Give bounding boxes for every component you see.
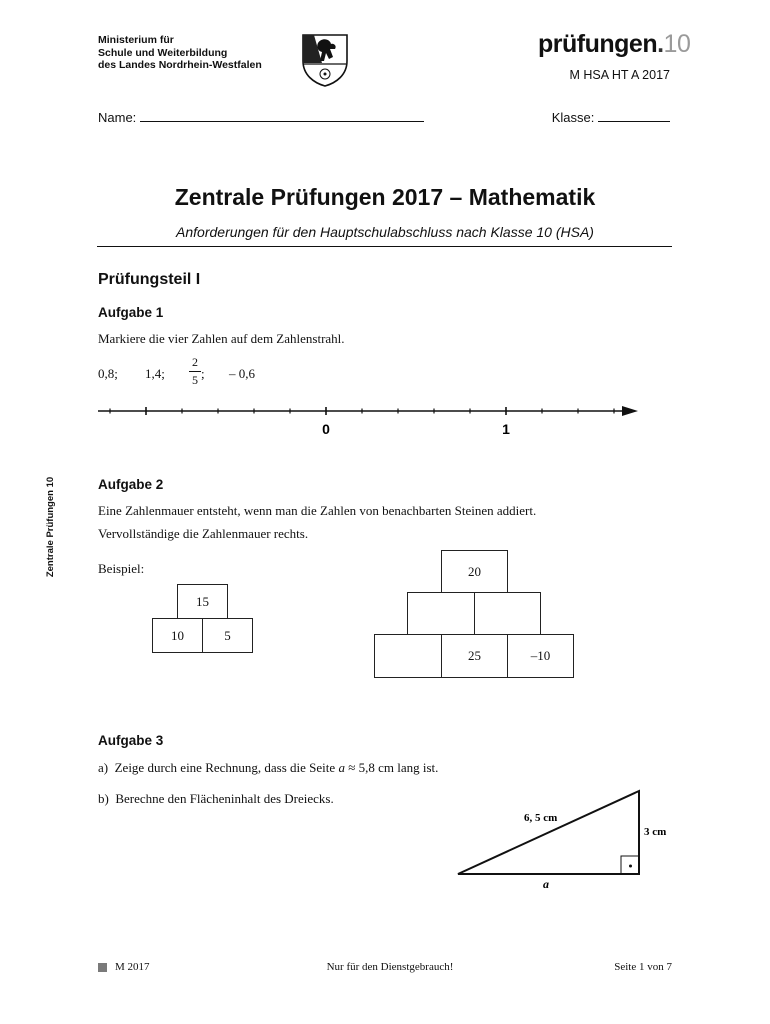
part-a-variable: a: [338, 760, 345, 775]
task1-fraction-suffix: ;: [201, 366, 205, 381]
number-line[interactable]: [90, 400, 650, 440]
class-blank[interactable]: [598, 109, 670, 122]
page-subtitle: Anforderungen für den Hauptschulabschluss nach Klasse 10 (HSA): [176, 224, 594, 240]
wall-middle-left-brick[interactable]: [407, 592, 475, 635]
number-line-arrow-icon: [622, 406, 638, 416]
footer-square-icon: [98, 963, 107, 972]
task1-instruction: Markiere die vier Zahlen auf dem Zahlenstrahl.: [98, 331, 345, 346]
footer-code: M 2017: [115, 961, 150, 973]
footer-page-number: Seite 1 von 7: [614, 961, 672, 973]
hypotenuse-label: 6, 5 cm: [524, 812, 558, 824]
example-wall-bottom-right: 5: [202, 618, 253, 653]
part-a-label: a): [98, 760, 109, 775]
task3-part-b: [98, 791, 334, 807]
part-b-text: Berechne den Flächeninhalt des Dreiecks.: [115, 791, 334, 806]
task2-text-line1: Eine Zahlenmauer entsteht, wenn man die Zahlen von benachbarten Steinen addiert.: [98, 503, 537, 518]
ministry-line-3: des Landes Nordrhein-Westfalen: [98, 59, 262, 71]
name-blank[interactable]: [140, 109, 424, 122]
part-a-text: Zeige durch eine Rechnung, dass die Seite: [114, 760, 336, 775]
leg-label: 3 cm: [644, 826, 667, 838]
fraction-bar: [189, 371, 201, 372]
page-title: Zentrale Prüfungen 2017 – Mathematik: [174, 184, 596, 210]
brand-logo: [538, 30, 690, 59]
fraction-numerator: 2: [192, 355, 198, 369]
brand-dot: .: [657, 30, 664, 58]
triangle-figure: [450, 785, 680, 900]
number-line-label: 1: [502, 421, 510, 437]
wall-bottom-left-brick[interactable]: [374, 634, 442, 678]
example-label: Beispiel:: [98, 561, 145, 576]
task1-number-1: 0,8;: [98, 366, 118, 381]
task1-number-4: – 0,6: [229, 366, 255, 381]
wall-top-brick: 20: [441, 550, 508, 593]
task1-fraction: [189, 356, 201, 387]
side-label: Zentrale Prüfungen 10: [44, 476, 56, 578]
title-rule: [97, 246, 672, 247]
fraction-denominator: 5: [192, 373, 198, 387]
class-field[interactable]: [520, 109, 670, 125]
footer-notice: Nur für den Dienstgebrauch!: [326, 961, 454, 973]
example-wall-top: 15: [177, 584, 228, 619]
ministry-line-2: Schule und Weiterbildung: [98, 46, 228, 59]
section-heading: Prüfungsteil I: [98, 271, 201, 288]
wall-bottom-middle-brick: 25: [441, 634, 508, 678]
number-line-label: 0: [322, 421, 330, 437]
nrw-coat-of-arms-icon: [300, 33, 350, 87]
brand-number: 10: [663, 30, 691, 58]
part-b-label: b): [98, 791, 109, 806]
base-label: a: [543, 877, 549, 891]
right-angle-dot: [629, 865, 632, 868]
class-label: Klasse:: [551, 110, 595, 125]
wall-middle-right-brick[interactable]: [474, 592, 541, 635]
task3-part-a: [98, 760, 438, 776]
exam-code: M HSA HT A 2017: [569, 68, 670, 82]
ministry-name: [98, 34, 262, 72]
ministry-line-1: Ministerium für: [98, 34, 174, 46]
task1-heading: Aufgabe 1: [98, 305, 164, 320]
brand-word: prüfungen: [538, 30, 658, 58]
wall-bottom-right-brick: –10: [507, 634, 574, 678]
name-field[interactable]: [98, 109, 424, 125]
name-label: Name:: [98, 110, 137, 125]
task2-text-line2: Vervollständige die Zahlenmauer rechts.: [98, 526, 309, 541]
task2-heading: Aufgabe 2: [98, 477, 164, 492]
triangle-shape: [458, 791, 639, 874]
example-wall-bottom-left: 10: [152, 618, 203, 653]
task1-number-2: 1,4;: [145, 366, 165, 381]
part-a-result: ≈ 5,8 cm lang ist.: [348, 760, 439, 775]
task3-heading: Aufgabe 3: [98, 733, 164, 748]
